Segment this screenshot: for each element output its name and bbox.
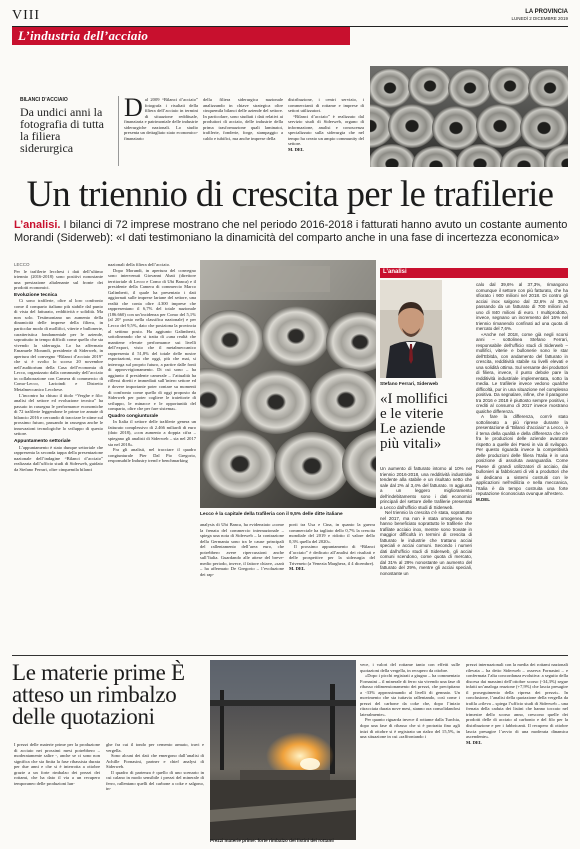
article-dateline: LECCO (14, 262, 30, 267)
analysis-label: L’analisi (383, 269, 407, 275)
paragraph: nazionali della filiera dell’acciaio. (108, 262, 171, 267)
issue-date: LUNEDÌ 2 DICEMBRE 2019 (511, 16, 568, 21)
deck-text: I bilanci di 72 imprese mostrano che nel periodo 2016-2018 i fatturati hanno avuto un costante aumento Morandi (Siderweb): «I dati testimoniano la dinamicità del comparto anche in una fase di incertezza economica» (14, 219, 568, 244)
intro-divider (118, 96, 119, 166)
subheading: Evoluzione tecnica (14, 292, 58, 298)
bottom-section-rule (12, 655, 568, 656)
intro-column-2 (203, 97, 283, 169)
intro-title: Da undici anni la fotografia di tutta la filiera siderurgica (20, 105, 104, 155)
analysis-signature: M.DEL (476, 496, 490, 502)
article-column-3 (200, 522, 284, 650)
intro-column-1 (124, 97, 198, 169)
paragraph: L’appuntamento è stato dunque settoriale che rappresenta la seconda tappa della presentazione nazionale dell’indagine “Bilanci d’acciaio” realizzata dall’ufficio studi di Siderweb, guidato da Stefano Ferrari, oltre cinquemila bilanci (14, 444, 103, 472)
section-title: L’industria dell’acciaio (18, 28, 149, 43)
mid-photo-caption: Lecco è la capitale della trafileria con il 9,5% delle ditte italiane (200, 512, 343, 517)
paragraph: Per quanto riguarda invece il rottame dalla Turchia, dopo una fase di ribasso che si è protratta fino agli inizi di ottobre si è registrato un rialzo del 15,5%, in una situazione in cui «raffrontando i (360, 717, 460, 740)
bottom-column-1 (14, 742, 100, 846)
paragraph: I prezzi delle materie prime per la produzione di acciaio nei prossimi mesi potrebbero – moderatamente salire -, anche se ci sono non significa che sia finita la fase ribassista durata per due anni e che si è interrotta a ottobre grazie a un forte rimbalzo dei prezzi dei rottami, che ha dato il via a un recupero temporaneo delle produzioni lun- (14, 742, 100, 786)
paragraph: In Italia il settore delle trafilerie genera un fatturato complessivo di 2.466 miliardi di euro (dato 2018), «con aumento a doppia cifra – spiegano gli analisti di Siderweb – sia nel 2017 sia nel 2018». (108, 419, 196, 447)
intro-col2-text: della filiera siderurgica nazionale analizzando in chiave strategica oltre cinquemila bilanci delle aziende del settore. In particolare, sono studiati i dati relativi ai produttori di acciaio, delle industrie della prima trasformazione quali laminatoi, trafilerie, fonderie, forge, stampaggio a caldo e tubifici, ma anche imprese della (203, 97, 283, 141)
intro-col3b-text: “Bilanci d’acciaio” è realizzato dal servizio studi di Siderweb, organo di informazione, analisi e conoscenza specializzato sulla siderurgia che nel tempo ha creato un ampio community del settore. (288, 113, 364, 147)
paragraph: «Dopo i picchi registrati a giugno – ha commentato Fornasini – il minerale di ferro sta vivendo una fase di ribasso ridimensionamento dei prezzi, che precipitano a -33% approssimando al livelli di gennaio. Un movimento che sta tuttavia rallentando, così come i prezzi del carbone da coke che, dopo l’inizio ritracciata durata nove mesi, stanno ora consolidandosi lateralmente». (360, 673, 460, 717)
paragraph: ghe fra cui il tondo per cemento armato, travi e vergella. (106, 742, 204, 753)
main-headline: Un triennio di crescita per le trafilerie (26, 173, 554, 214)
paragraph: Per le trafilerie lecchesi i dati dell’ultimo triennio (2016-2018) sono positivi nonostante una prestazione altalenante sul fronte dei prodotti economici. (14, 268, 103, 291)
portrait-name: Stefano Ferrari, Siderweb (380, 382, 439, 387)
article-signature: M. DEL (289, 566, 305, 572)
paragraph: Fra gli analisti, nel tracciare il quadro congiunturale Pier Dal Pio Gregorio, responsabile Industry trend e benchmarking (108, 447, 196, 464)
paragraph: Il prossimo appuntamento di “Bilanci d’acciaio” è dedicato all’analisi dei risultati e delle prospettive per la siderurgia del Triveneto (a Venezia Marghera, il 4 dicembre). (289, 544, 375, 566)
pull-quote: «I mollifici e le viterie Le aziende più vitali» (380, 391, 448, 452)
intro-column-3 (288, 97, 364, 169)
intro-signature: M. DEL (288, 146, 304, 152)
subheading: Quadro congiunturale (108, 413, 159, 419)
paragraph: prezzi internazionali con la media dei rottami nazionali rilevata – ha detto Siderweb – osserva Fornasini – e confermata l’alta concordanza evolutiva: a seguito della discesa dai massimi dell’ottobre scorso (-34,3%) segue infatti un’analoga reazione (+7,9%) che lascia presagire il proseguimento della ripresa dei prezzi». In conclusione, l’analisi della quotazione della vergella da trafila «rileva – spiega l’ufficio studi di Siderweb – una frenata della caduta dei listini che hanno toccato nel trimestre dello scorso anno, crescono quelle dei prodotti delle di acciaio al carbonio e del filo per la distribuzione e per i fabbricanti. Il recupero di ottobre lascia presagire l’avvio di una moderata dinamica ascendente». (466, 662, 568, 740)
article-column-2 (108, 262, 196, 650)
analysis-column-1 (380, 466, 472, 650)
paragraph: A fare la differenza, com’è stato sottolineato a più riprese durante la presentazione di “Bilanci d’acciaio” a Lecco, è il tema della qualità e della differenza che c’è fra le produzioni delle aziende avanzate rispetto a quelle dei Paesi in via di sviluppo. Per questo riguarda invece la competitività delle produzioni delle filiera l’Italia è in una posizione di assoluta avanguardia. Come Paese di grandi utilizzatori di acciaio, dai bullonieri ai fabbricanti di viti a produttori che si dedicano a sistemi costruiti con le applicazioni nell’edilizia e nella meccanica, l’Italia è da tempo costruita una forte reputazione riconosciuta ovunque all’estero. (476, 414, 568, 496)
paragraph: L’incontro ha chiuso il titolo “Verghe e filo: analisi del settore ed evoluzione tecnica” ha passato in rassegna le performance economiche di 72 trafilerie leggendone le prime tre annate di bilancio 2016 e cercando di tracciare le stime sul prossimo futuro, passando in rassegna anche le innovazioni tecnologiche lo sviluppo di questo settore. (14, 392, 103, 437)
analysis-band (380, 268, 568, 278)
main-deck (14, 219, 570, 245)
bottom-photo-caption: Prezzi materie prime: forte rimbalzo dei listini dei rottami (210, 838, 334, 843)
deck-lead: L’analisi. (14, 219, 61, 231)
page-number: VIII (12, 8, 41, 23)
paragraph: Ci sono trafilerie, oltre al loro confronto come il comparto italiano più stabile dal punto di vista del fatturato, redditività e solidità. Ma non solo. Testimoniano un aumento della dinamicità delle imprese della filiera, in particolar modo di mollifici, viterie e bullonerie, caratteristica fondamentale per le aziende, soprattutto in tempo difficili come quello che sta vivendo la siderurgia. Lo ha affermato Emanuele Morandi, presidente di Siderweb, in apertura del convegno “Bilanci d’acciaio 2019” che si è svolto lo scorso 20 novembre nell’auditorium della Casa dell’economia di Lecco, organizzato dalla community dell’acciaio in collaborazione con Camera di commercio di Como-Lecco, Larioindi e Distretto Metalmeccanico Lecchese. (14, 298, 103, 393)
intro-drop-letter: D (124, 97, 143, 122)
subheading: Appuntamento settoriale (14, 438, 71, 444)
intro-col3a-text: distribuzione, i centri servizio, i commercianti di rottame e imprese di settori utilizzatori. (288, 97, 364, 114)
wire-coils-illustration (370, 66, 568, 167)
paragraph: Un aumento di fatturato intorno al 10% nel triennio 2016-2018, una redditività industriale tendente alla stabile e un risultato netto che sale dal 2% al 3,4% del fatturato. In aggiunta a un leggero miglioramento dell’indebitamento sono i dati economici principali del settore delle trafilerie presentati a Lecco dall’ufficio studi di Siderweb. (380, 466, 472, 510)
article-column-1 (14, 262, 103, 650)
bottom-title: Le materie prime È atteso un rimbalzo delle quotazioni (12, 660, 185, 729)
paragraph: porti tra Usa e Cina, in quanto la guerra commerciale ha tagliato dello 0,7% la crescita mondiale del 2019 e ridotto il valore dello 0,3% quella del 2020». (289, 522, 375, 544)
newspaper-name: LA PROVINCIA (525, 9, 568, 15)
paragraph: Sono alcuni dei dati che emergono dall’analisi di Achille Fornasini, partner e chief analyst di Siderweb. (106, 753, 204, 770)
bottom-signature: M. DEL (466, 739, 482, 745)
steel-plant-photo (210, 660, 356, 840)
paragraph: Nel triennio la crescita c’è stata, soprattutto nel 2017, ma non è stata omogenea. Ne hanno beneficiato soprattutto le trafilerie che trafilate acciaio inox, mentre sono trovate in maggior difficoltà in termini di crescita di fatturato le industrie che trattano acciai speciali e acciai comuni. Secondo i numeri dati dall’ufficio studi di Siderweb, gli acciai comuni scendono, come quota di mercato, dal 31% al 29% nonostante un aumento del fatturato del 29%, mentre gli acciai speciali, nonostante un (380, 510, 472, 576)
paragraph: analysis di Ubi Banca, ha evidenziato «come la frenata del commercio internazionale – spiega una nota di Siderweb – la contrazione della Germania sono tra le cause principali del rallentamento dell’area euro, che potrebbero avere ripercussioni anche sull’Italia. Guardando alle attese del breve-medio periodo, invece, il fattore chiave, «sarà – ha affermato De Gregorio – l’evoluzione dei rap- (200, 522, 284, 577)
article-column-4 (289, 522, 375, 650)
paragraph: calo dal 39,6% al 37,3%, rimangono comunque il settore con più fatturato, che ha sfiorato i 900 milioni nel 2018. Di contro gli acciai inox salgono dal 32,6% al 35,% passando da un fatturato di 700 milioni ad uno di 840 milioni di euro. I multiprodotto, invece, segnano un incremento del 16% nel triennio rimanendo confinati ad una quota di mercato del 7,6%. (476, 282, 568, 331)
paragraph: «Anche nel 2018, come già negli scorsi anni – sottolinea Stefano Ferrari, responsabile dell’ufficio studi di Siderweb – mollifici, viterie e bullonerie sono le star dell’Ebitda, con andamento del fatturato in crescita, redditività stabile su livelli elevati e una solidità ottima. Sul versante dei produttori di filiera, invece, il punto debole pare la redditività industriale implementata, sotto la media. Le trafilerie invece vedono qualche difficoltà, pur in una situazione nel complesso positiva. Da segnalare, infine, che il paragone tra 2016 e 2018 è piuttosto sempre positivo, i crediti al consumo di 2017 invece mostrano qualche differenza. (476, 331, 568, 414)
analysis-column-2 (476, 282, 568, 650)
wire-rolls-illustration (200, 260, 376, 508)
steel-plant-illustration (210, 660, 356, 840)
intro-col1-text: al 2009 “Bilanci d’acciaio” fotografa i risultati della filiera dell’acciaio in termini di situazione reddituale, finanziaria e patrimoniale delle industrie siderurgiche nazionali. Lo studio presenta un dettagliato stato economico-finanziario (124, 97, 198, 141)
bottom-column-2 (106, 742, 204, 846)
wire-coils-photo (370, 66, 568, 167)
paragraph: Il quadro di partenza è quello di uno scenario in cui calano in modo sensibile i prezzi del minerale di ferro, rallentano quelli del carbone a coke e salgono, in- (106, 769, 204, 792)
bottom-column-4 (466, 662, 568, 846)
portrait-photo (380, 280, 442, 378)
paragraph: Dopo Morandi, in apertura del convegno sono intervenuti Giovanni Abati (direttore territoriale di Lecco e Como di Ubi Banca) e il presidente della Camera di commercio Marco Galimberti, il quale ha presentato i dati aggiornati sulle imprese lariane del settore, una realtà che conta oltre 4.300 imprese che rappresentano il 6,7% del totale nazionale (186.660) con un’incidenza per Como del 5,1% (al 20° posto nella classifica nazionale) e per Lecco del 9,5%, dato che posiziona la provincia al settimo posto. Ha aggiunto Galimberti, sottolineando che si tratta di «una realtà che mantiene elevate performance sui livelli dell’export, visto che il metalmeccanico rappresenta il 51,8% del totale delle nostre esportazioni, ma che oggi, più che mai, si interroga sul proprio futuro, a partire dalle fonti di approvvigionamento. Di cui sono – ha aggiunto il presidente camerale – l’attualità ha riflessi diretti e immediati sull’intero settore ed è dovere importante poter contare su momenti di confronto come quello di oggi proposto da Siderweb per poter cogliere le traiettorie di sviluppo, le minacce e le opportunità del comparto, oltre che per fare sistema». (108, 267, 196, 412)
bottom-column-3 (360, 662, 460, 846)
wire-rolls-photo (200, 260, 376, 508)
paragraph: vece, i valori del rottame tanto con effetti sulle quotazioni della vergella, in recupero da ottobre. (360, 662, 460, 673)
portrait-illustration (380, 280, 442, 378)
intro-kicker: BILANCI D’ACCIAIO (20, 97, 68, 103)
